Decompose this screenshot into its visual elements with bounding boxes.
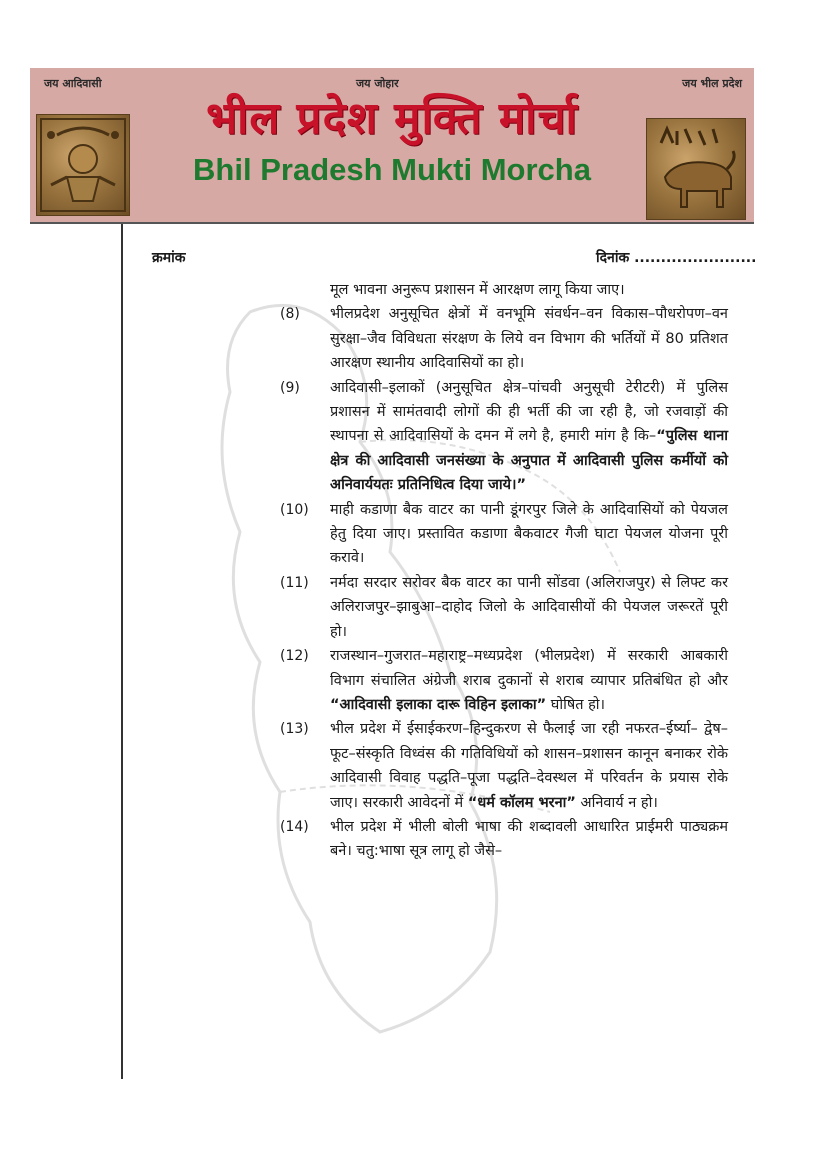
reference-number-label: क्रमांक bbox=[152, 250, 186, 266]
continuation-line: मूल भावना अनुरूप प्रशासन में आरक्षण लागू किया जाए। bbox=[330, 282, 625, 298]
item-text-plain: आदिवासी–इलाकों (अनुसूचित क्षेत्र–पांचवी अनुसूची टेरीटरी) में पुलिस प्रशासन में सामंतवादी लोगों की ही भर्ती की जा रही है, जो रजवाड़ों की स्थापना से आदिवासियों के दमन में लगे है, हमारी मांग है कि– bbox=[330, 379, 728, 445]
item-number: (10) bbox=[280, 501, 309, 518]
item-number: (9) bbox=[280, 379, 300, 396]
item-text: नर्मदा सरदार सरोवर बैक वाटर का पानी सोंडवा (अलिराजपुर) से लिफ्ट कर अलिराजपुर–झाबुआ–दाहोद जिलो के आदिवासीयों की पेयजल जरूरतें पूरी हो। bbox=[330, 574, 728, 640]
letter-body bbox=[280, 278, 728, 864]
seal-image-right bbox=[646, 118, 746, 220]
item-number: (12) bbox=[280, 648, 309, 665]
list-item bbox=[280, 717, 728, 815]
item-text: भील प्रदेश में भीली बोली भाषा की शब्दावली आधारित प्राईमरी पाठ्यक्रम बने। चतु:भाषा सूत्र लागू हो जैसे– bbox=[330, 818, 728, 860]
list-item bbox=[280, 571, 728, 644]
letterhead-banner bbox=[30, 68, 754, 222]
item-text: माही कडाणा बैक वाटर का पानी डूंगरपुर जिले के आदिवासियों को पेयजल हेतु दिया जाए। प्रस्तावित कडाणा बैकवाटर गैजी घाटा पेयजल योजना पूरी करावे। bbox=[330, 501, 728, 567]
item-text: भीलप्रदेश अनुसूचित क्षेत्रों में वनभूमि संवर्धन–वन विकास–पौधरोपण–वन सुरक्षा–जैव विविधता संरक्षण के लिये वन विभाग की भर्तियों में 80 प्रतिशत आरक्षण स्थानीय आदिवासियों का हो। bbox=[330, 306, 728, 372]
item-text-tail: अनिवार्य न हो। bbox=[580, 794, 658, 811]
list-item bbox=[280, 498, 728, 571]
item-text-bold: “आदिवासी इलाका दारू विहिन इलाका” bbox=[330, 696, 547, 713]
header-divider bbox=[30, 222, 754, 224]
date-label: दिनांक ....................... bbox=[596, 250, 757, 266]
item-number: (11) bbox=[280, 574, 309, 591]
item-text-bold: “धर्म कॉलम भरना” bbox=[467, 794, 576, 811]
slogan-right: जय भील प्रदेश bbox=[682, 77, 742, 90]
margin-line bbox=[121, 224, 123, 1079]
item-text-plain: भील प्रदेश में ईसाईकरण–हिन्दुकरण से फैलाई जा रही नफरत–ईर्ष्या– द्वेष–फूट–संस्कृति विध्वंस की गतिविधियों को शासन–प्रशासन कानून बनाकर रोके आदिवासी विवाह पद्धति–पूजा पद्धति–देवस्थल में परिवर्तन के प्रयास रोके जाए। सरकारी आवेदनों में bbox=[330, 721, 728, 811]
list-item bbox=[280, 815, 728, 864]
item-text-bold: “पुलिस थाना क्षेत्र की आदिवासी जनसंख्या के अनुपात में आदिवासी पुलिस कर्मीयों को अनिवार्ययतः प्रतिनिधित्व दिया जाये।” bbox=[330, 428, 729, 494]
list-item bbox=[280, 302, 728, 375]
title-english: Bhil Pradesh Mukti Morcha bbox=[193, 152, 591, 187]
item-text-plain: राजस्थान–गुजरात–महाराष्ट्र–मध्यप्रदेश (भीलप्रदेश) में सरकारी आबकारी विभाग संचालित अंग्रेजी शराब दुकानों से शराब व्यापार प्रतिबंधित हो और bbox=[330, 648, 728, 689]
list-item bbox=[280, 376, 728, 498]
item-text bbox=[330, 376, 728, 498]
slogan-left: जय आदिवासी bbox=[44, 77, 102, 90]
item-text bbox=[330, 717, 728, 815]
item-text bbox=[330, 644, 728, 717]
slogan-center: जय जोहार bbox=[356, 77, 399, 90]
item-text-tail: घोषित हो। bbox=[550, 696, 606, 713]
list-item bbox=[280, 644, 728, 717]
title-hindi: भील प्रदेश मुक्ति मोर्चा bbox=[206, 93, 578, 144]
item-number: (8) bbox=[280, 306, 300, 323]
item-number: (14) bbox=[280, 818, 309, 835]
item-number: (13) bbox=[280, 721, 309, 738]
